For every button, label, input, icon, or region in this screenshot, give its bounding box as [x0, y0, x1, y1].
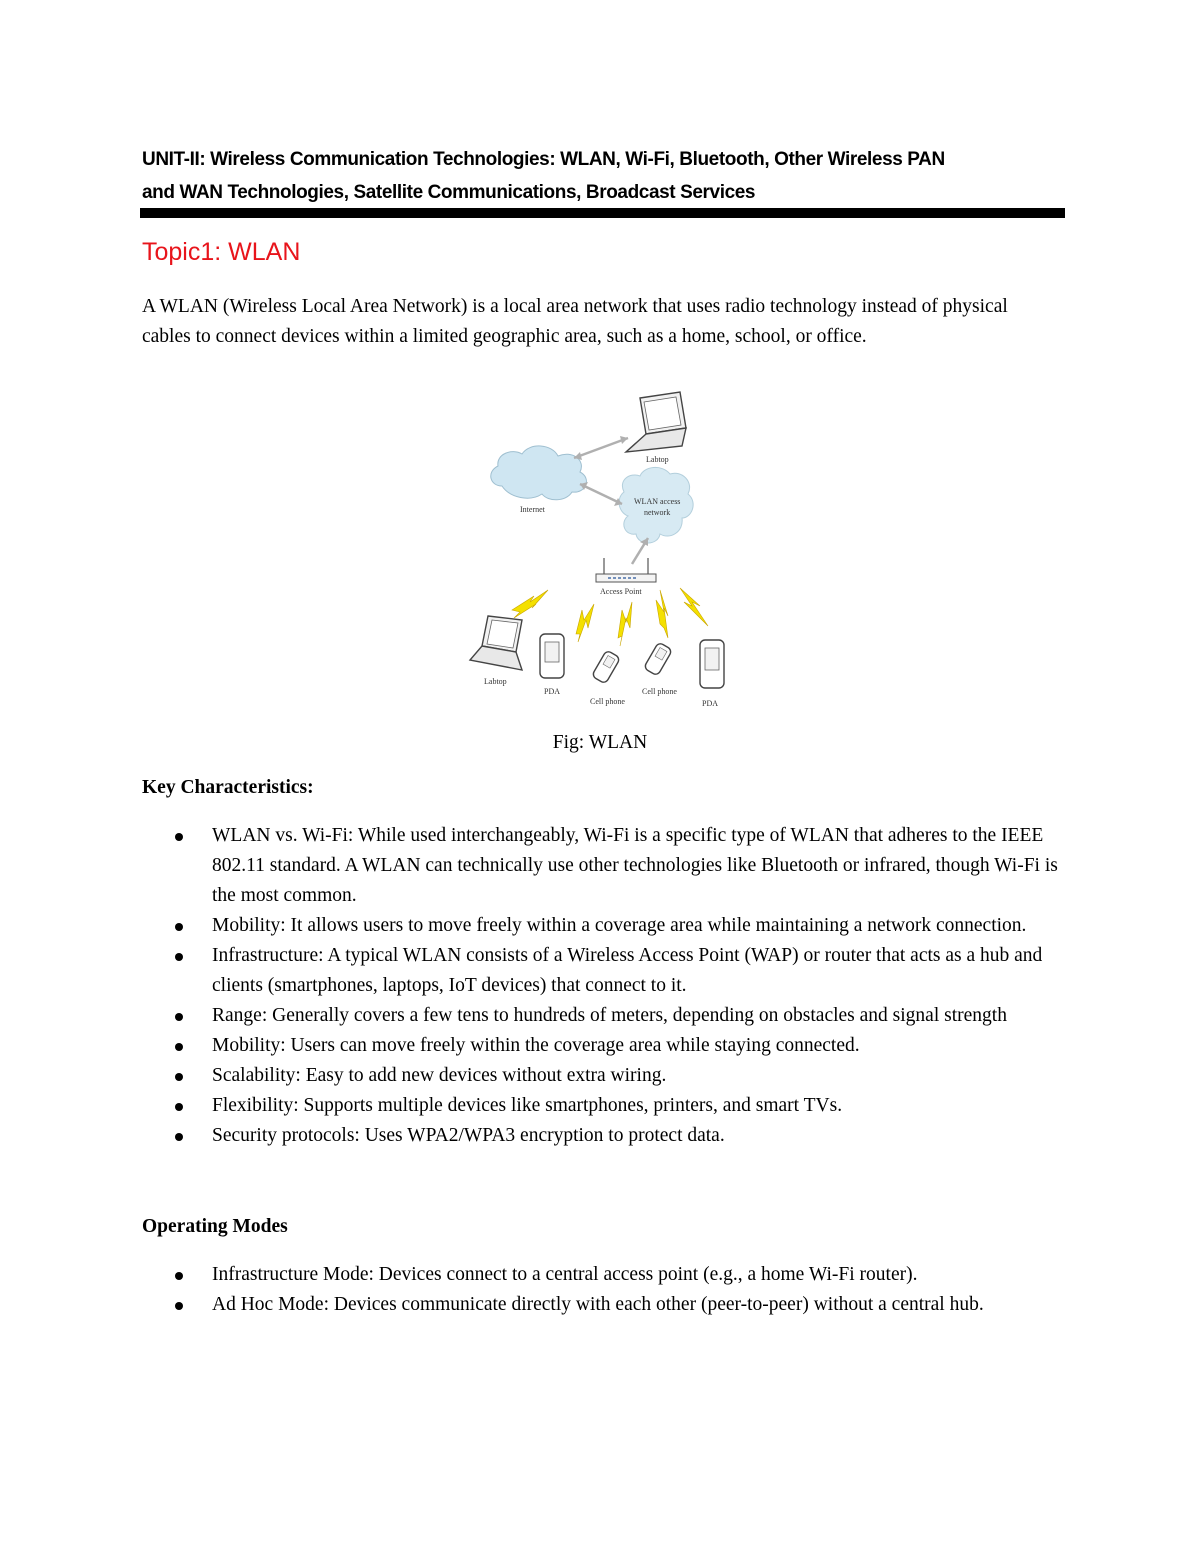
- bullet-icon: [175, 1133, 183, 1141]
- list-item: Infrastructure Mode: Devices connect to a central access point (e.g., a home Wi-Fi router).: [142, 1260, 1067, 1290]
- figure-caption: Fig: WLAN: [552, 732, 648, 753]
- list-item: WLAN vs. Wi-Fi: While used interchangeably, Wi-Fi is a specific type of WLAN that adheres to the IEEE 802.11 standard. A WLAN can technically use other technologies like Bluetooth or infrared, though Wi-Fi is the most common.: [142, 821, 1067, 911]
- bullet-icon: [175, 1013, 183, 1021]
- list-item: Infrastructure: A typical WLAN consists of a Wireless Access Point (WAP) or router that acts as a hub and clients (smartphones, laptops, IoT devices) that connect to it.: [142, 941, 1067, 1001]
- unit-header: [142, 143, 1067, 209]
- list-item: Mobility: It allows users to move freely within a coverage area while maintaining a network connection.: [142, 911, 1067, 941]
- list-item: Security protocols: Uses WPA2/WPA3 encryption to protect data.: [142, 1121, 1067, 1151]
- pda-left-icon: [540, 634, 564, 678]
- pda-left-label: PDA: [544, 687, 561, 696]
- wlan-network-label-line-1: WLAN access: [634, 497, 681, 506]
- laptop-top-icon: [626, 392, 686, 452]
- unit-header-line-2: and WAN Technologies, Satellite Communications, Broadcast Services: [142, 182, 756, 203]
- topic-title: Topic1: WLAN: [142, 238, 301, 266]
- pda-right-icon: [700, 640, 724, 688]
- wlan-network-label-line-2: network: [644, 508, 671, 517]
- bullet-icon: [175, 953, 183, 961]
- bullet-icon: [175, 1103, 183, 1111]
- arrow-internet-wlan: [580, 484, 622, 504]
- operating-modes-heading: Operating Modes: [142, 1216, 288, 1237]
- arrow-internet-laptop: [574, 438, 628, 458]
- wlan-diagram: [462, 388, 742, 718]
- access-point-icon: [596, 558, 656, 582]
- laptop-bottom-icon: [470, 616, 522, 670]
- pda-right-label: PDA: [702, 699, 719, 708]
- cell-phone-left-label: Cell phone: [590, 697, 625, 706]
- list-item: Ad Hoc Mode: Devices communicate directly with each other (peer-to-peer) without a central hub.: [142, 1290, 1067, 1320]
- header-divider: [140, 208, 1065, 218]
- list-item: Mobility: Users can move freely within the coverage area while staying connected.: [142, 1031, 1067, 1061]
- laptop-top-label: Labtop: [646, 455, 669, 464]
- internet-label: Internet: [520, 505, 545, 514]
- list-item: Range: Generally covers a few tens to hundreds of meters, depending on obstacles and signal strength: [142, 1001, 1067, 1031]
- list-item: Scalability: Easy to add new devices without extra wiring.: [142, 1061, 1067, 1091]
- bullet-icon: [175, 1302, 183, 1310]
- bullet-icon: [175, 833, 183, 841]
- internet-cloud-icon: [491, 446, 587, 500]
- unit-header-line-1: UNIT-II: Wireless Communication Technologies: WLAN, Wi-Fi, Bluetooth, Other Wireless PAN: [142, 149, 945, 170]
- intro-paragraph: A WLAN (Wireless Local Area Network) is a local area network that uses radio technology instead of physical cables to connect devices within a limited geographic area, such as a home, school, or office.: [142, 296, 1008, 347]
- bullet-icon: [175, 923, 183, 931]
- bullet-icon: [175, 1272, 183, 1280]
- cell-phone-left-icon: [592, 650, 621, 684]
- access-point-label: Access Point: [600, 587, 642, 596]
- operating-modes-list: [142, 1260, 1067, 1320]
- bullet-icon: [175, 1043, 183, 1051]
- bullet-icon: [175, 1073, 183, 1081]
- laptop-bottom-label: Labtop: [484, 677, 507, 686]
- cell-phone-right-label: Cell phone: [642, 687, 677, 696]
- cell-phone-right-icon: [644, 642, 673, 676]
- key-characteristics-heading: Key Characteristics:: [142, 777, 314, 798]
- list-item: Flexibility: Supports multiple devices like smartphones, printers, and smart TVs.: [142, 1091, 1067, 1121]
- key-characteristics-list: [142, 821, 1067, 1151]
